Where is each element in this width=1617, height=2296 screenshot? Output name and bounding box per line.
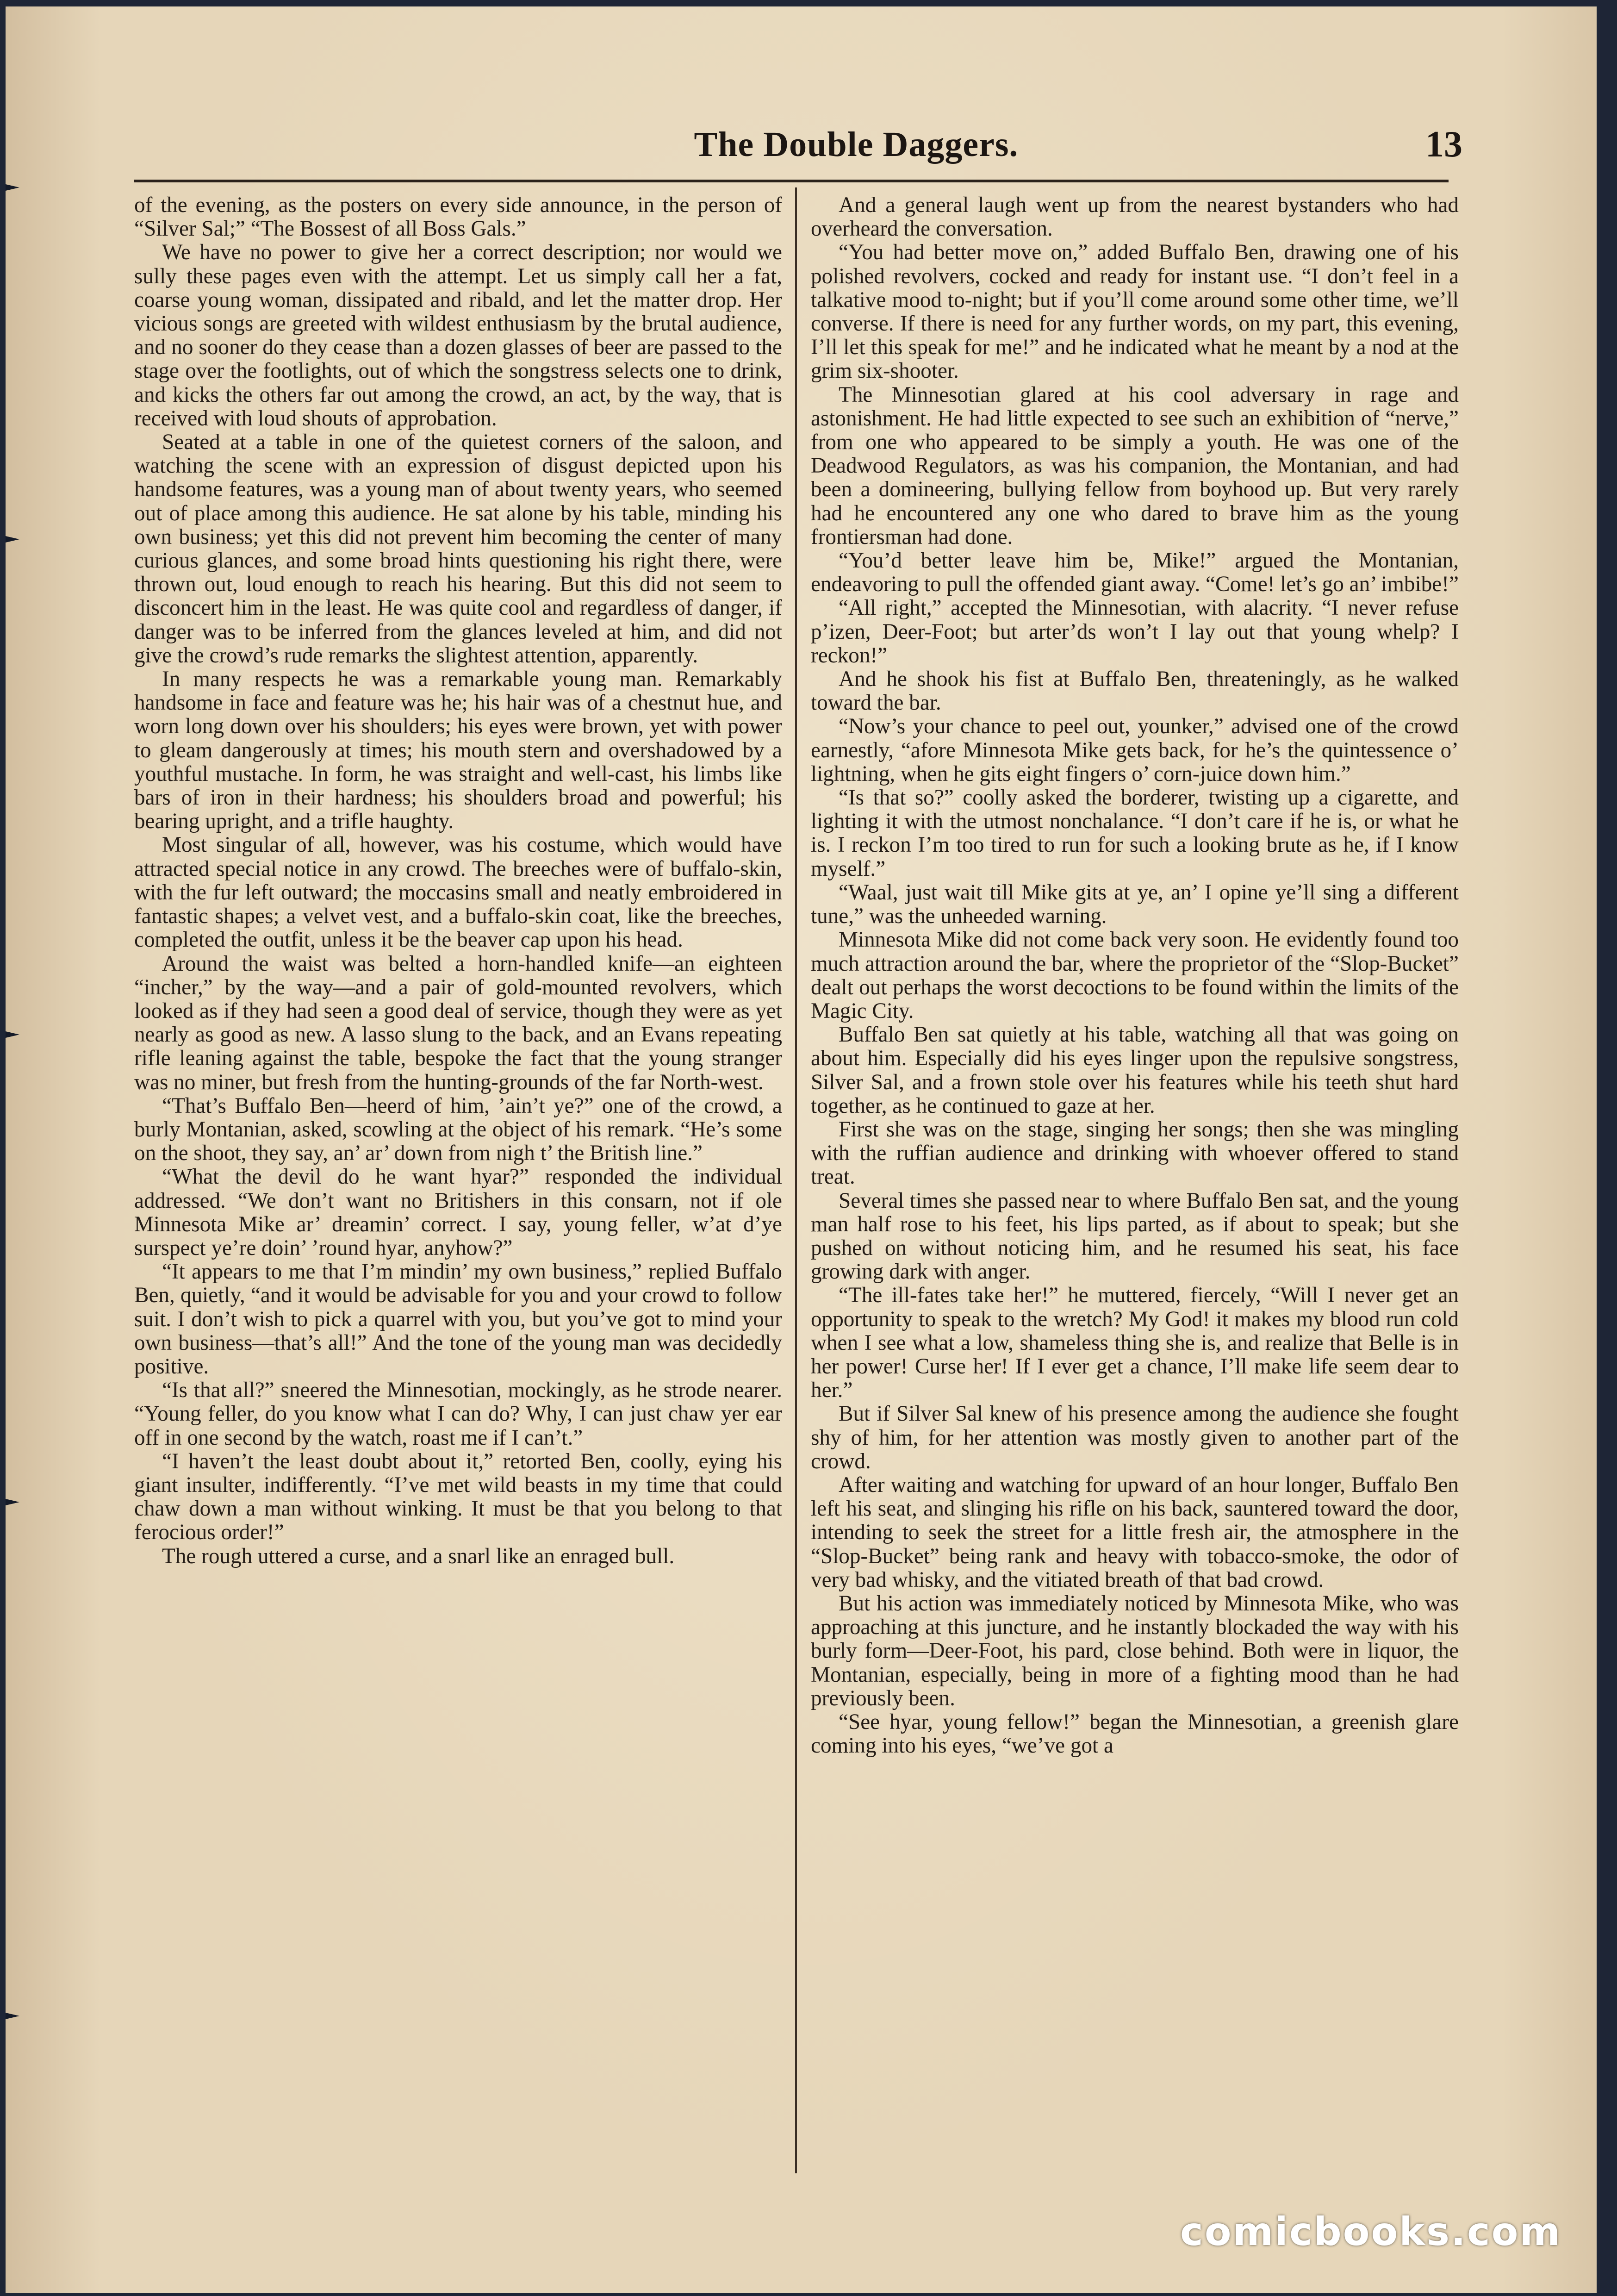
paragraph: Around the waist was belted a horn-handled knife—an eighteen “incher,” by the way—and a pair of gold-mounted revolvers, which looked as if they had seen a good deal of service, though they were as yet nearly as good as new. A lasso slung to the back, and an Evans repeating rifle leaning against the table, bespoke the fact that the young stranger was no miner, but fresh from the hunting-grounds of the far North-west. bbox=[134, 951, 782, 1094]
paragraph: Buffalo Ben sat quietly at his table, watching all that was going on about him. Especially did his eyes linger upon the repulsive songstress, Silver Sal, and a frown stole over his features while his teeth shut hard together, as he continued to gaze at her. bbox=[811, 1023, 1459, 1118]
binding-stitch bbox=[6, 1029, 24, 1040]
paragraph: And a general laugh went up from the nearest bystanders who had overheard the conversation. bbox=[811, 193, 1459, 241]
paragraph: But if Silver Sal knew of his presence among the audience she fought shy of him, for her attention was mostly given to another part of the crowd. bbox=[811, 1402, 1459, 1473]
binding-stitch bbox=[6, 534, 24, 544]
paragraph: “You had better move on,” added Buffalo Ben, drawing one of his polished revolvers, cocked and ready for instant use. “I don’t feel in a talkative mood to-night; but if you’ll come around some other time, we’ll converse. If there is need for any further words, on my part, this evening, I’ll let this speak for me!” and he indicated what he meant by a nod at the grim six-shooter. bbox=[811, 240, 1459, 383]
left-column bbox=[134, 193, 782, 1568]
paragraph: “I haven’t the least doubt about it,” retorted Ben, coolly, eying his giant insulter, indifferently. “I’ve met wild beasts in my time that could chaw down a man without winking. It must be that you belong to that ferocious order!” bbox=[134, 1449, 782, 1545]
page-header bbox=[134, 121, 1462, 172]
paragraph: First she was on the stage, singing her songs; then she was mingling with the ruffian audience and drinking with whoever offered to stand treat. bbox=[811, 1117, 1459, 1189]
page-number: 13 bbox=[1425, 124, 1462, 165]
paragraph: “The ill-fates take her!” he muttered, fiercely, “Will I never get an opportunity to speak to the wretch? My God! it makes my blood run cold when I see what a low, shameless thing she is, and realize that Belle is in her power! Curse her! If I ever get a chance, I’ll make life seem dear to her.” bbox=[811, 1283, 1459, 1403]
paragraph: The rough uttered a curse, and a snarl like an enraged bull. bbox=[162, 1544, 675, 1568]
paragraph: Most singular of all, however, was his costume, which would have attracted special notice in any crowd. The breeches were of buffalo-skin, with the fur left outward; the moccasins small and neatly embroidered in fantastic shapes; a velvet vest, and a buffalo-skin coat, like the breeches, completed the outfit, unless it be the beaver cap upon his head. bbox=[134, 833, 782, 952]
paragraph: And he shook his fist at Buffalo Ben, threateningly, as he walked toward the bar. bbox=[811, 667, 1459, 715]
binding-stitch bbox=[6, 2011, 24, 2021]
header-rule bbox=[134, 180, 1449, 182]
paragraph: After waiting and watching for upward of an hour longer, Buffalo Ben left his seat, and slinging his rifle on his back, sauntered toward the door, intending to seek the street for a little fresh air, the atmosphere in the “Slop-Bucket” being rank and heavy with tobacco-smoke, the odor of very bad whisky, and the vitiated breath of that bad crowd. bbox=[811, 1472, 1459, 1592]
paragraph: “It appears to me that I’m mindin’ my own business,” replied Buffalo Ben, quietly, “and it would be advisable for you and your crowd to follow suit. I don’t wish to pick a quarrel with you, but you’ve got to mind your own business—that’s all!” And the tone of the young man was decidedly positive. bbox=[134, 1260, 782, 1379]
paragraph: In many respects he was a remarkable young man. Remarkably handsome in face and feature was he; his hair was of a chestnut hue, and worn long down over his shoulders; his eyes were brown, yet with power to gleam dangerously at times; his mouth stern and overshadowed by a youthful mustache. In form, he was straight and well-cast, his limbs like bars of iron in their hardness; his shoulders broad and powerful; his bearing upright, and a trifle haughty. bbox=[134, 667, 782, 834]
paragraph: Minnesota Mike did not come back very soon. He evidently found too much attraction around the bar, where the proprietor of the “Slop-Bucket” dealt out perhaps the worst decoctions to be found within the limits of the Magic City. bbox=[811, 928, 1459, 1023]
paragraph: of the evening, as the posters on every side announce, in the person of “Silver Sal;” “The Bossest of all Boss Gals.” bbox=[134, 193, 782, 241]
paragraph: “You’d better leave him be, Mike!” argued the Montanian, endeavoring to pull the offended giant away. “Come! let’s go an’ imbibe!” bbox=[811, 549, 1459, 597]
watermark: comicbooks.com bbox=[1180, 2209, 1561, 2254]
paragraph: “That’s Buffalo Ben—heerd of him, ’ain’t ye?” one of the crowd, a burly Montanian, asked, scowling at the object of his remark. “He’s some on the shoot, they say, an’ ar’ down from nigh t’ the British line.” bbox=[134, 1093, 782, 1166]
paragraph: “Now’s your chance to peel out, younker,” advised one of the crowd earnestly, “afore Minnesota Mike gets back, for he’s the quintessence o’ lightning, when he gits eight fingers o’ corn-juice down him.” bbox=[811, 714, 1459, 786]
binding-stitch bbox=[6, 1497, 24, 1507]
paragraph: “Is that so?” coolly asked the borderer, twisting up a cigarette, and lighting it with the utmost nonchalance. “I don’t care if he is, or what he is. I reckon I’m too tired to run for such a looking brute as he, if I know myself.” bbox=[811, 786, 1459, 881]
paragraph: “What the devil do he want hyar?” responded the individual addressed. “We don’t want no Britishers in this consarn, not if ole Minnesota Mike ar’ dreamin’ correct. I say, young feller, w’at d’ye surspect ye’re doin’ ’round hyar, anyhow?” bbox=[134, 1165, 782, 1260]
paragraph: Seated at a table in one of the quietest corners of the saloon, and watching the scene with an expression of disgust depicted upon his handsome features, was a young man of about twenty years, who seemed out of place among this audience. He sat alone by his table, minding his own business; yet this did not prevent him becoming the center of many curious glances, and some broad hints questioning his right there, were thrown out, loud enough to reach his hearing. But this did not seem to disconcert him in the least. He was quite cool and regardless of danger, if danger was to be inferred from the glances leveled at him, and did not give the crowd’s rude remarks the slightest attention, apparently. bbox=[134, 430, 782, 668]
right-column bbox=[811, 193, 1459, 1758]
paragraph: But his action was immediately noticed by Minnesota Mike, who was approaching at this juncture, and he instantly blockaded the way with his burly form—Deer-Foot, his pard, close behind. Both were in liquor, the Montanian, especially, being in more of a fighting mood than he had previously been. bbox=[811, 1591, 1459, 1710]
paragraph: “All right,” accepted the Minnesotian, with alacrity. “I never refuse p’izen, Deer-Foot; but arter’ds won’t I lay out that young whelp? I reckon!” bbox=[811, 596, 1459, 668]
paragraph: “Waal, just wait till Mike gits at ye, an’ I opine ye’ll sing a different tune,” was the unheeded warning. bbox=[811, 880, 1459, 929]
paragraph: Several times she passed near to where Buffalo Ben sat, and the young man half rose to his feet, his lips parted, as if about to speak; but she pushed on without noticing him, and he resumed his seat, his face growing dark with anger. bbox=[811, 1188, 1459, 1284]
paragraph: “Is that all?” sneered the Minnesotian, mockingly, as he strode nearer. “Young feller, do you know what I can do? Why, I can just chaw yer ear off in one second by the watch, roast me if I can’t.” bbox=[134, 1378, 782, 1450]
paragraph: “See hyar, young fellow!” began the Minnesotian, a greenish glare coming into his eyes, “we’ve got a bbox=[811, 1710, 1459, 1758]
column-divider bbox=[795, 187, 797, 2173]
paragraph: We have no power to give her a correct description; nor would we sully these pages even with the attempt. Let us simply call her a fat, coarse young woman, dissipated and ribald, and let the matter drop. Her vicious songs are greeted with wildest enthusiasm by the brutal audience, and no sooner do they cease than a dozen glasses of beer are passed to the stage over the footlights, out of which the songstress selects one to drink, and kicks the others far out among the crowd, an act, by the way, that is received with loud shouts of approbation. bbox=[134, 240, 782, 430]
running-title: The Double Daggers. bbox=[694, 125, 1019, 164]
binding-stitch bbox=[6, 182, 24, 193]
paragraph: The Minnesotian glared at his cool adversary in rage and astonishment. He had little expected to see such an exhibition of “nerve,” from one who appeared to be simply a youth. He was one of the Deadwood Regulators, as was his companion, the Montanian, and had been a domineering, bullying fellow from boyhood up. But very rarely had he encountered any one who dared to brave him as the young frontiersman had done. bbox=[811, 382, 1459, 549]
